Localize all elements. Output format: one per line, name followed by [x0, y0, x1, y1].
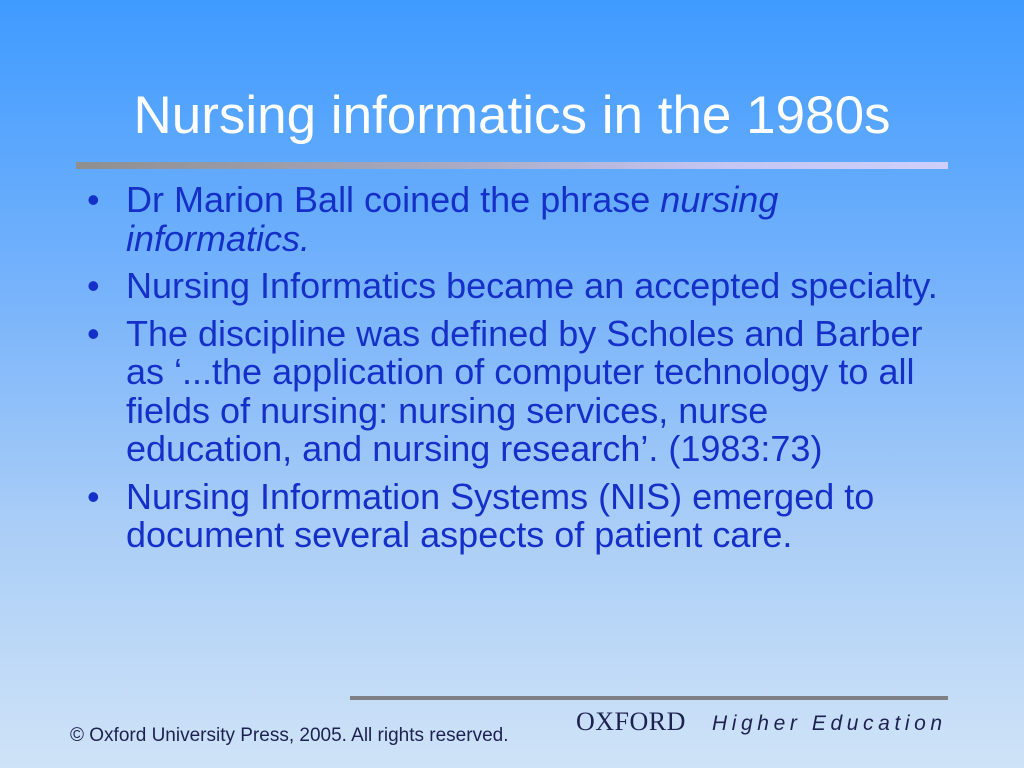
- bullet-text: Nursing Informatics became an accepted specialty.: [126, 265, 938, 306]
- slide-title: Nursing informatics in the 1980s: [133, 86, 891, 145]
- copyright-notice: © Oxford University Press, 2005. All rights reserved.: [70, 725, 509, 746]
- bullet-text: The discipline was defined by Scholes and Barber as ‘...the application of computer technology to all fields of nursing: nursing services, nurse education, and nursing research’. (1983:73): [126, 312, 923, 469]
- bullet-item-1: [84, 181, 944, 258]
- bullet-marker: •: [87, 475, 100, 517]
- bullet-marker: •: [87, 265, 100, 306]
- footer-divider: [350, 696, 948, 700]
- higher-education-logo: Higher Education: [712, 712, 947, 735]
- bullet-marker: •: [87, 179, 100, 220]
- bullet-text: Dr Marion Ball coined the phrase: [126, 179, 661, 220]
- bullet-text: Nursing Information Systems (NIS) emerged to document several aspects of patient care.: [126, 475, 875, 555]
- title-divider: [76, 162, 948, 169]
- oxford-logo: OXFORD: [576, 707, 686, 736]
- bullet-item-3: [84, 312, 944, 469]
- bullet-item-2: [84, 267, 944, 306]
- bullet-marker: •: [87, 312, 100, 354]
- bullet-item-4: [84, 475, 944, 555]
- bullet-emphasis: nursing informatics.: [126, 179, 779, 259]
- bullet-list: [84, 181, 944, 564]
